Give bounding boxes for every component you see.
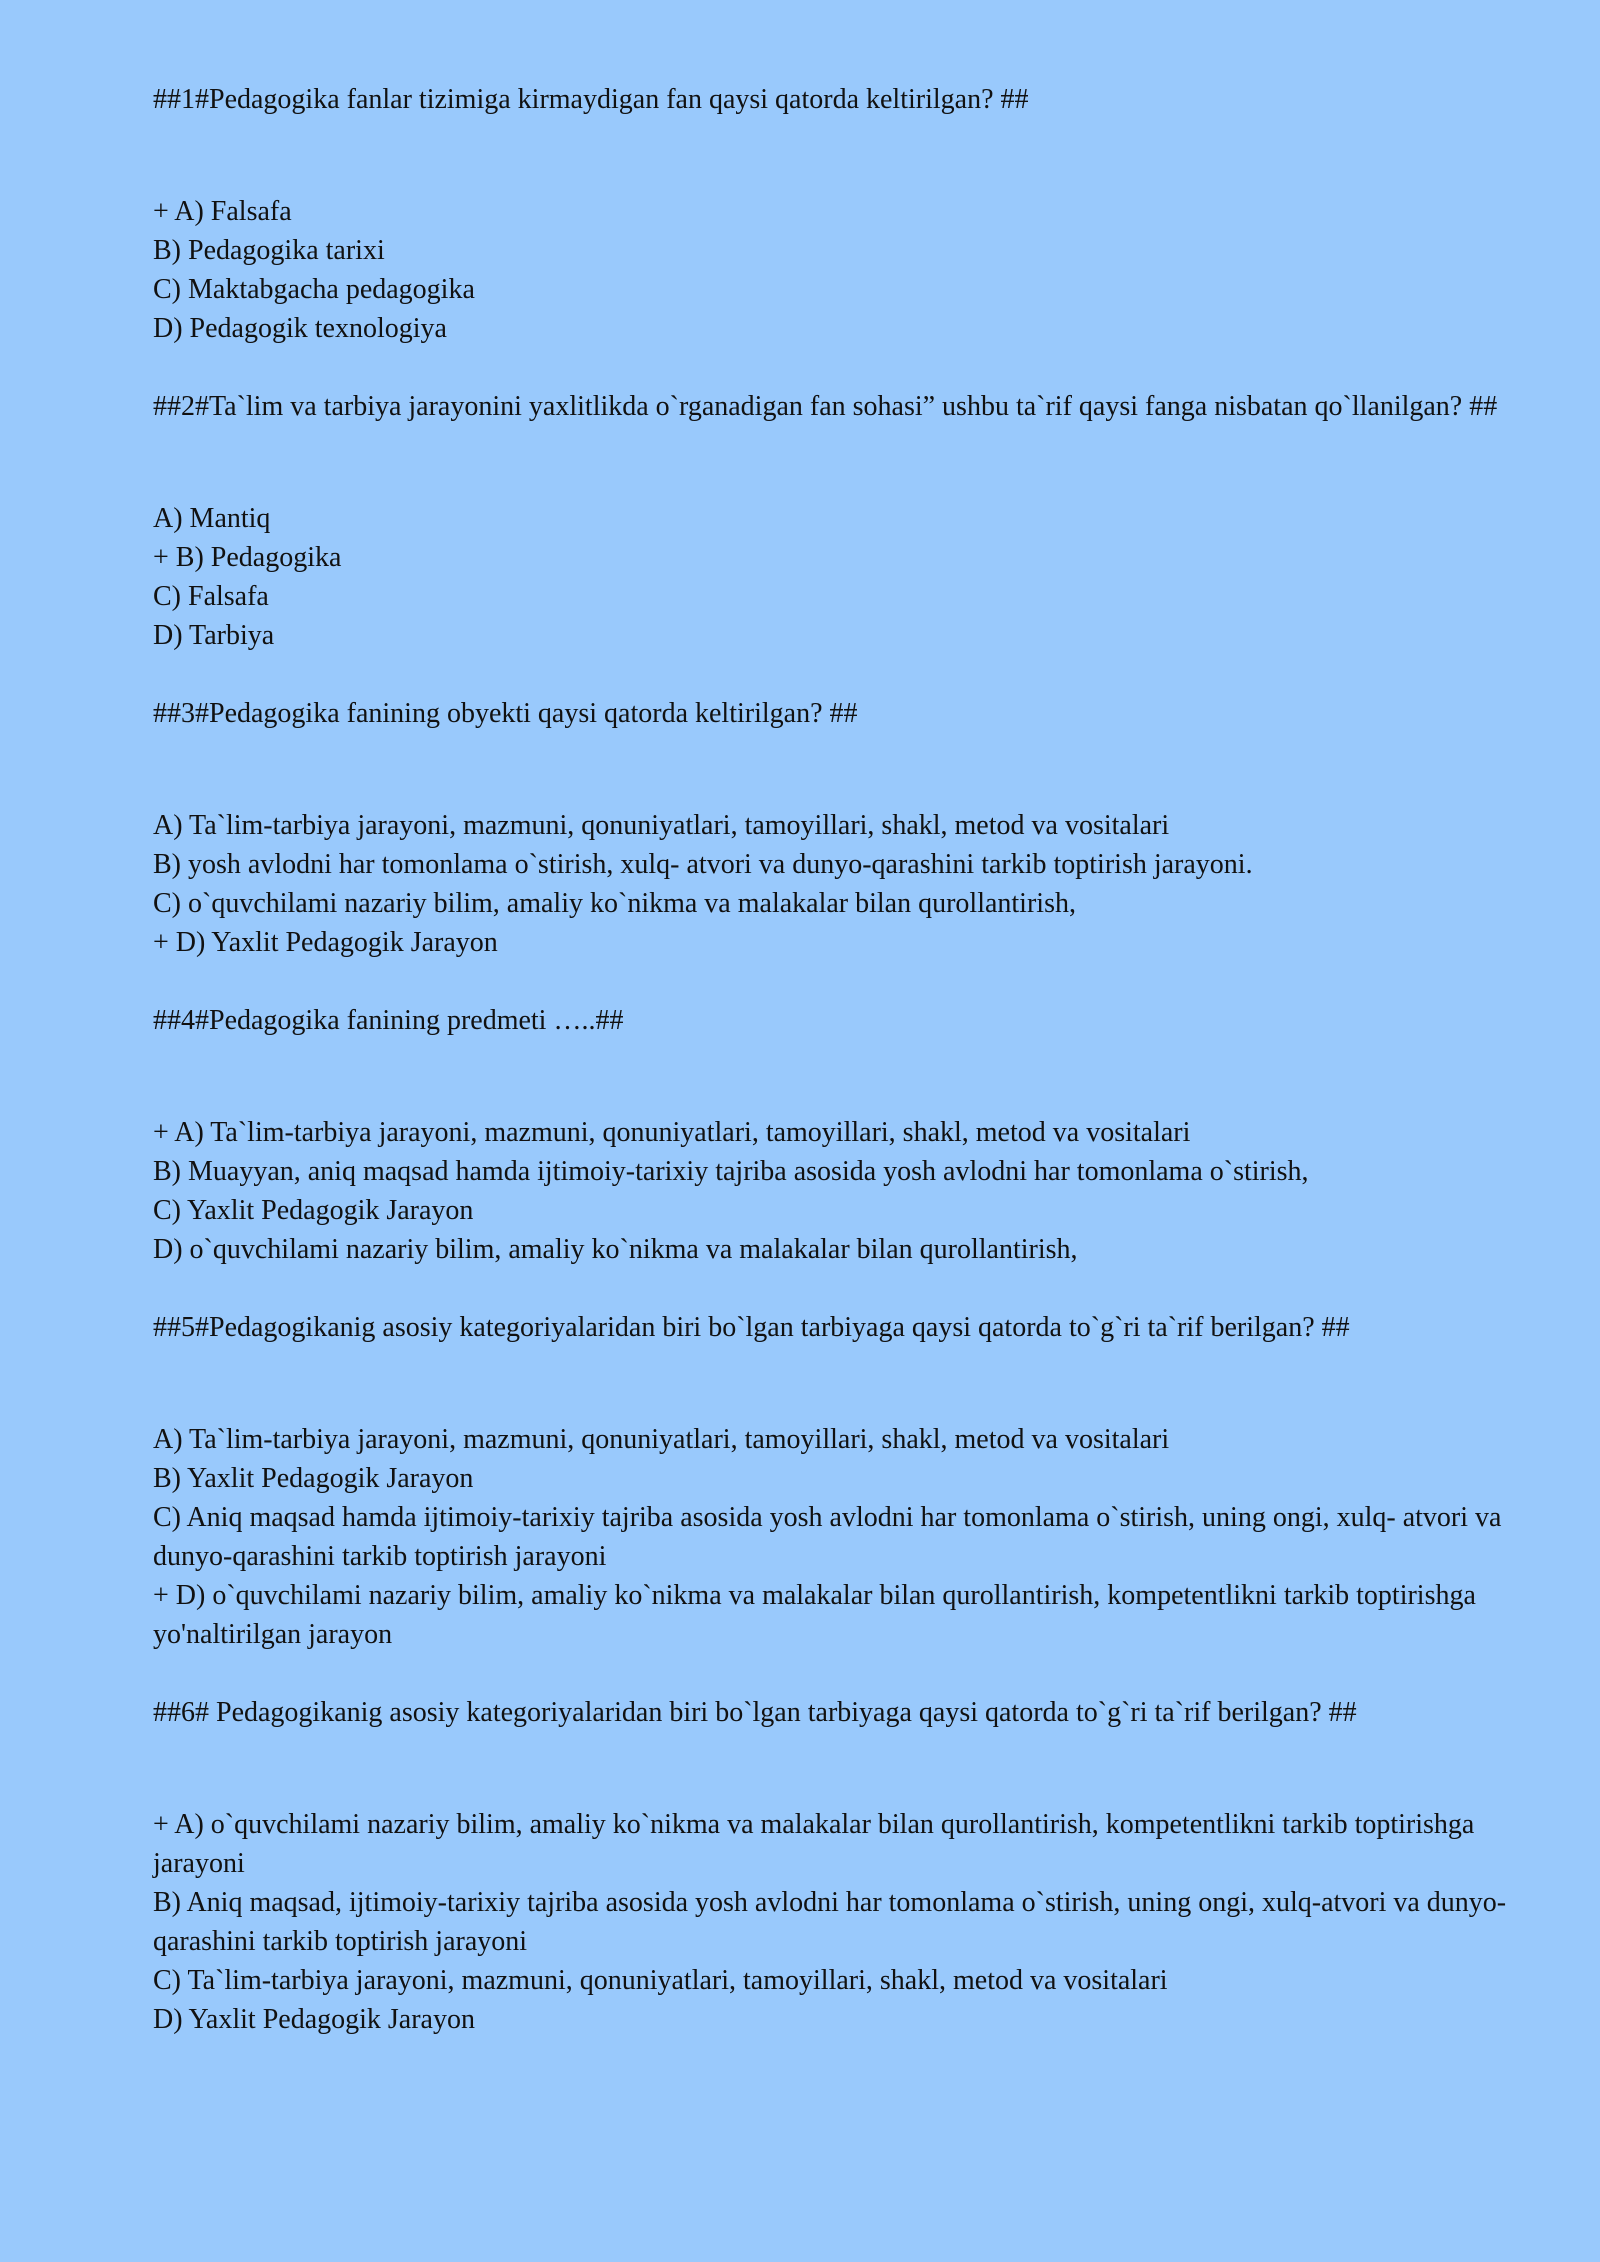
question-2 — [153, 387, 1518, 655]
answer-option: B) Muayyan, aniq maqsad hamda ijtimoiy-tarixiy tajriba asosida yosh avlodni har tomonlama o`stirish, — [153, 1156, 1309, 1187]
question-title: ##4#Pedagogika fanining predmeti …..## — [153, 1005, 624, 1036]
question-title: ##5#Pedagogikanig asosiy kategoriyalaridan biri bo`lgan tarbiyaga qaysi qatorda to`g`ri ta`rif berilgan? ## — [153, 1312, 1350, 1343]
answer-option: + A) Ta`lim-tarbiya jarayoni, mazmuni, qonuniyatlari, tamoyillari, shakl, metod va vositalari — [153, 1117, 1191, 1148]
answer-option: C) Falsafa — [153, 581, 269, 612]
answer-option: D) Yaxlit Pedagogik Jarayon — [153, 2004, 475, 2035]
question-title: ##2#Ta`lim va tarbiya jarayonini yaxlitlikda o`rganadigan fan sohasi” ushbu ta`rif qaysi fanga nisbatan qo`llanilgan? ## — [153, 391, 1498, 422]
question-title: ##1#Pedagogika fanlar tizimiga kirmaydigan fan qaysi qatorda keltirilgan? ## — [153, 84, 1029, 115]
answer-option: A) Ta`lim-tarbiya jarayoni, mazmuni, qonuniyatlari, tamoyillari, shakl, metod va vositalari — [153, 810, 1170, 841]
answer-option: D) Pedagogik texnologiya — [153, 313, 447, 344]
answer-option: + A) o`quvchilami nazariy bilim, amaliy ko`nikma va malakalar bilan qurollantirish, kompetentlikni tarkib toptirishga jarayoni — [153, 1809, 1475, 1879]
question-3 — [153, 694, 1518, 962]
question-6 — [153, 1693, 1518, 2039]
question-title: ##6# Pedagogikanig asosiy kategoriyalaridan biri bo`lgan tarbiyaga qaysi qatorda to`g`ri ta`rif berilgan? ## — [153, 1697, 1357, 1728]
answer-option: A) Ta`lim-tarbiya jarayoni, mazmuni, qonuniyatlari, tamoyillari, shakl, metod va vositalari — [153, 1424, 1170, 1455]
answer-option: B) Yaxlit Pedagogik Jarayon — [153, 1463, 474, 1494]
answer-option: + D) o`quvchilami nazariy bilim, amaliy ko`nikma va malakalar bilan qurollantirish, kompetentlikni tarkib toptirishga yo'naltirilgan jarayon — [153, 1580, 1476, 1650]
answer-option: C) o`quvchilami nazariy bilim, amaliy ko`nikma va malakalar bilan qurollantirish, — [153, 888, 1076, 919]
answer-option: + B) Pedagogika — [153, 542, 342, 573]
answer-option: C) Ta`lim-tarbiya jarayoni, mazmuni, qonuniyatlari, tamoyillari, shakl, metod va vositalari — [153, 1965, 1168, 1996]
question-5 — [153, 1308, 1518, 1654]
question-4 — [153, 1001, 1518, 1269]
answer-option: C) Yaxlit Pedagogik Jarayon — [153, 1195, 474, 1226]
answer-option: D) o`quvchilami nazariy bilim, amaliy ko`nikma va malakalar bilan qurollantirish, — [153, 1234, 1078, 1265]
answer-option: A) Mantiq — [153, 503, 271, 534]
question-1 — [153, 80, 1518, 348]
answer-option: + A) Falsafa — [153, 196, 292, 227]
answer-option: + D) Yaxlit Pedagogik Jarayon — [153, 927, 498, 958]
answer-option: B) Aniq maqsad, ijtimoiy-tarixiy tajriba asosida yosh avlodni har tomonlama o`stirish, uning ongi, xulq-atvori va dunyo-qarashini tarkib toptirish jarayoni — [153, 1887, 1507, 1957]
question-title: ##3#Pedagogika fanining obyekti qaysi qatorda keltirilgan? ## — [153, 698, 858, 729]
answer-option: B) Pedagogika tarixi — [153, 235, 385, 266]
answer-option: C) Maktabgacha pedagogika — [153, 274, 475, 305]
answer-option: B) yosh avlodni har tomonlama o`stirish, xulq- atvori va dunyo-qarashini tarkib toptirish jarayoni. — [153, 849, 1253, 880]
answer-option: D) Tarbiya — [153, 620, 275, 651]
answer-option: C) Aniq maqsad hamda ijtimoiy-tarixiy tajriba asosida yosh avlodni har tomonlama o`stirish, uning ongi, xulq- atvori va dunyo-qarashini tarkib toptirish jarayoni — [153, 1502, 1502, 1572]
